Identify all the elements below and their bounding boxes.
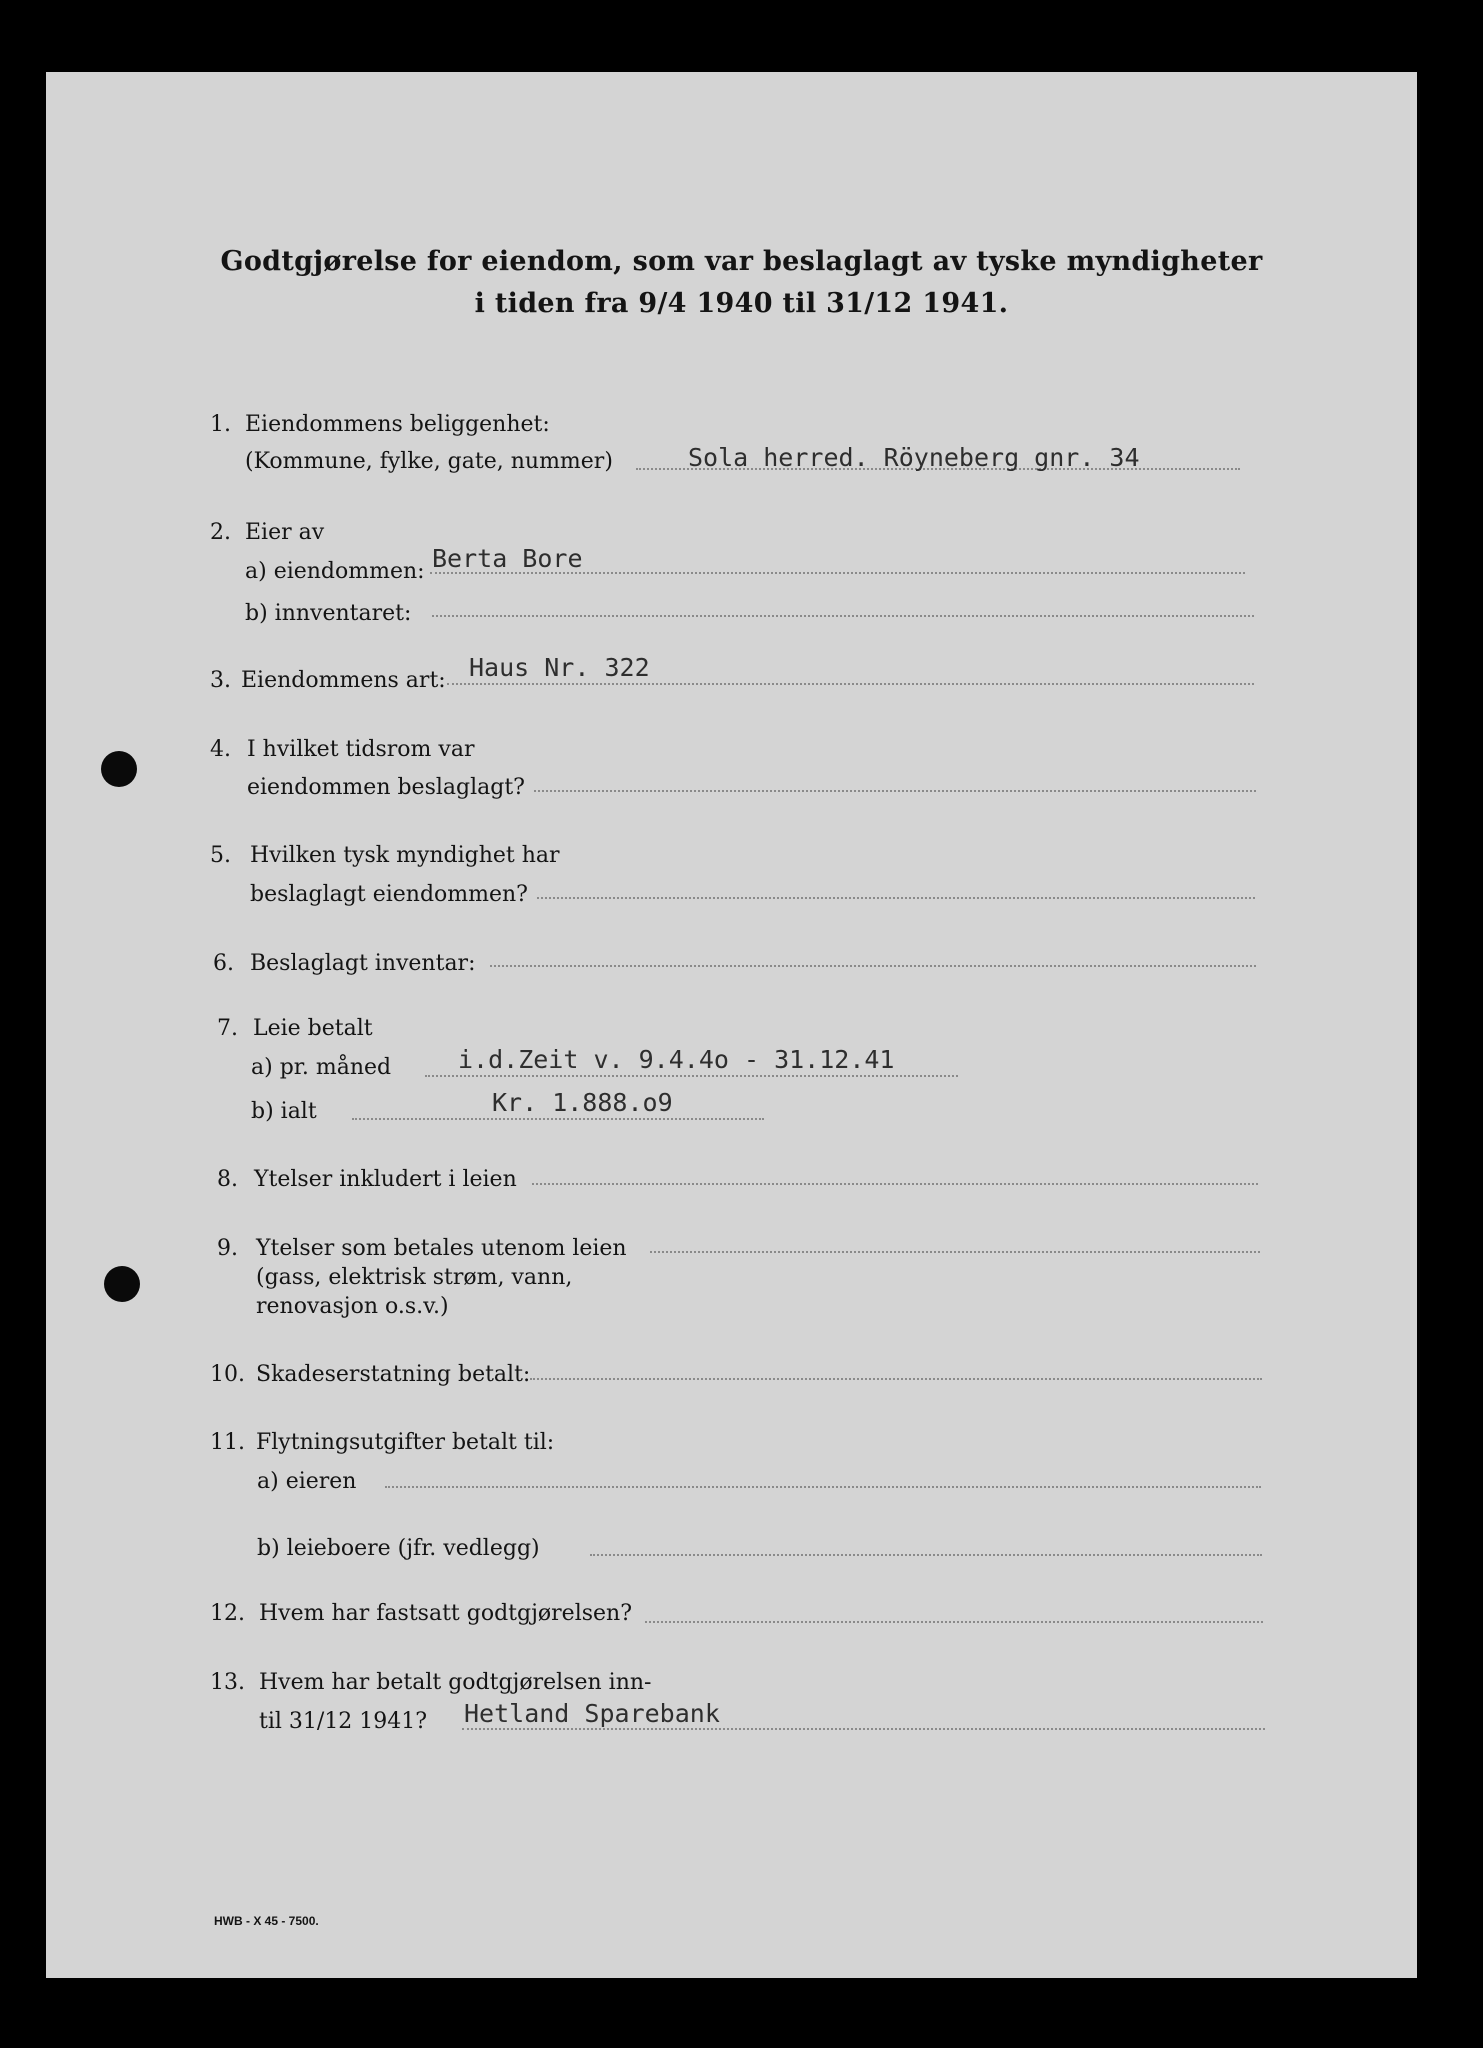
q11b-label: b) leieboere (jfr. vedlegg) bbox=[257, 1536, 540, 1561]
q11-label: Flytningsutgifter betalt til: bbox=[256, 1430, 555, 1455]
q13-sublabel: til 31/12 1941? bbox=[259, 1709, 428, 1734]
q11a-label: a) eieren bbox=[257, 1469, 357, 1494]
q1-label: Eiendommens beliggenhet: bbox=[245, 412, 550, 437]
q1-number: 1. bbox=[210, 412, 231, 437]
q8-label: Ytelser inkludert i leien bbox=[254, 1167, 517, 1192]
q1-answer: Sola herred. Röyneberg gnr. 34 bbox=[688, 443, 1140, 472]
q4-number: 4. bbox=[210, 737, 231, 762]
q5-answer-line bbox=[537, 897, 1255, 899]
q13-label: Hvem har betalt godtgjørelsen inn- bbox=[259, 1670, 652, 1695]
q7b-answer: Kr. 1.888.o9 bbox=[492, 1088, 673, 1117]
q5-label: Hvilken tysk myndighet har bbox=[250, 843, 560, 868]
q7b-answer-line bbox=[352, 1118, 764, 1120]
form-title-line2: i tiden fra 9/4 1940 til 31/12 1941. bbox=[474, 288, 1009, 319]
q6-label: Beslaglagt inventar: bbox=[250, 951, 476, 976]
q12-answer-line bbox=[645, 1621, 1263, 1623]
form-footer-code: HWB - X 45 - 7500. bbox=[214, 1914, 319, 1928]
q7-number: 7. bbox=[217, 1016, 238, 1041]
q7-label: Leie betalt bbox=[253, 1016, 373, 1041]
q4-sublabel: eiendommen beslaglagt? bbox=[247, 775, 525, 800]
q2a-label: a) eiendommen: bbox=[245, 559, 425, 584]
q11b-answer-line bbox=[590, 1554, 1262, 1556]
punch-hole-top bbox=[101, 751, 137, 787]
q10-label: Skadeserstatning betalt: bbox=[256, 1362, 531, 1387]
q7a-answer-line bbox=[425, 1075, 958, 1077]
q12-label: Hvem har fastsatt godtgjørelsen? bbox=[259, 1601, 633, 1626]
q3-number: 3. bbox=[210, 668, 231, 693]
q5-sublabel: beslaglagt eiendommen? bbox=[250, 882, 528, 907]
q3-answer-line bbox=[447, 683, 1254, 685]
q7b-label: b) ialt bbox=[251, 1099, 317, 1124]
q9-sublabel-2: renovasjon o.s.v.) bbox=[256, 1294, 449, 1319]
q7a-answer: i.d.Zeit v. 9.4.4o - 31.12.41 bbox=[458, 1045, 895, 1074]
q9-label: Ytelser som betales utenom leien bbox=[256, 1236, 627, 1261]
q2-number: 2. bbox=[210, 520, 231, 545]
q6-answer-line bbox=[490, 965, 1256, 967]
q8-number: 8. bbox=[217, 1167, 238, 1192]
q7a-label: a) pr. måned bbox=[251, 1055, 392, 1080]
q12-number: 12. bbox=[210, 1601, 245, 1626]
q9-sublabel-1: (gass, elektrisk strøm, vann, bbox=[256, 1265, 573, 1290]
q2a-answer: Berta Bore bbox=[432, 544, 583, 573]
q8-answer-line bbox=[532, 1183, 1258, 1185]
q2b-label: b) innventaret: bbox=[245, 601, 412, 626]
q3-label: Eiendommens art: bbox=[241, 668, 446, 693]
q11a-answer-line bbox=[385, 1486, 1261, 1488]
q2-label: Eier av bbox=[245, 520, 325, 545]
q9-number: 9. bbox=[217, 1236, 238, 1261]
q1-sublabel: (Kommune, fylke, gate, nummer) bbox=[245, 449, 613, 474]
document-sheet bbox=[46, 72, 1417, 1978]
q11-number: 11. bbox=[210, 1430, 245, 1455]
q4-answer-line bbox=[534, 790, 1256, 792]
form-title-line1: Godtgjørelse for eiendom, som var beslaglagt av tyske myndigheter bbox=[220, 246, 1263, 277]
q10-number: 10. bbox=[210, 1362, 245, 1387]
q3-answer: Haus Nr. 322 bbox=[469, 653, 650, 682]
q13-answer: Hetland Sparebank bbox=[464, 1699, 720, 1728]
q5-number: 5. bbox=[210, 843, 231, 868]
q2b-answer-line bbox=[432, 615, 1254, 617]
q10-answer-line bbox=[530, 1378, 1262, 1380]
q13-number: 13. bbox=[210, 1670, 245, 1695]
q13-answer-line bbox=[462, 1728, 1265, 1730]
q6-number: 6. bbox=[213, 951, 234, 976]
q4-label: I hvilket tidsrom var bbox=[247, 737, 475, 762]
punch-hole-bottom bbox=[104, 1266, 140, 1302]
q9-answer-line bbox=[650, 1251, 1260, 1253]
